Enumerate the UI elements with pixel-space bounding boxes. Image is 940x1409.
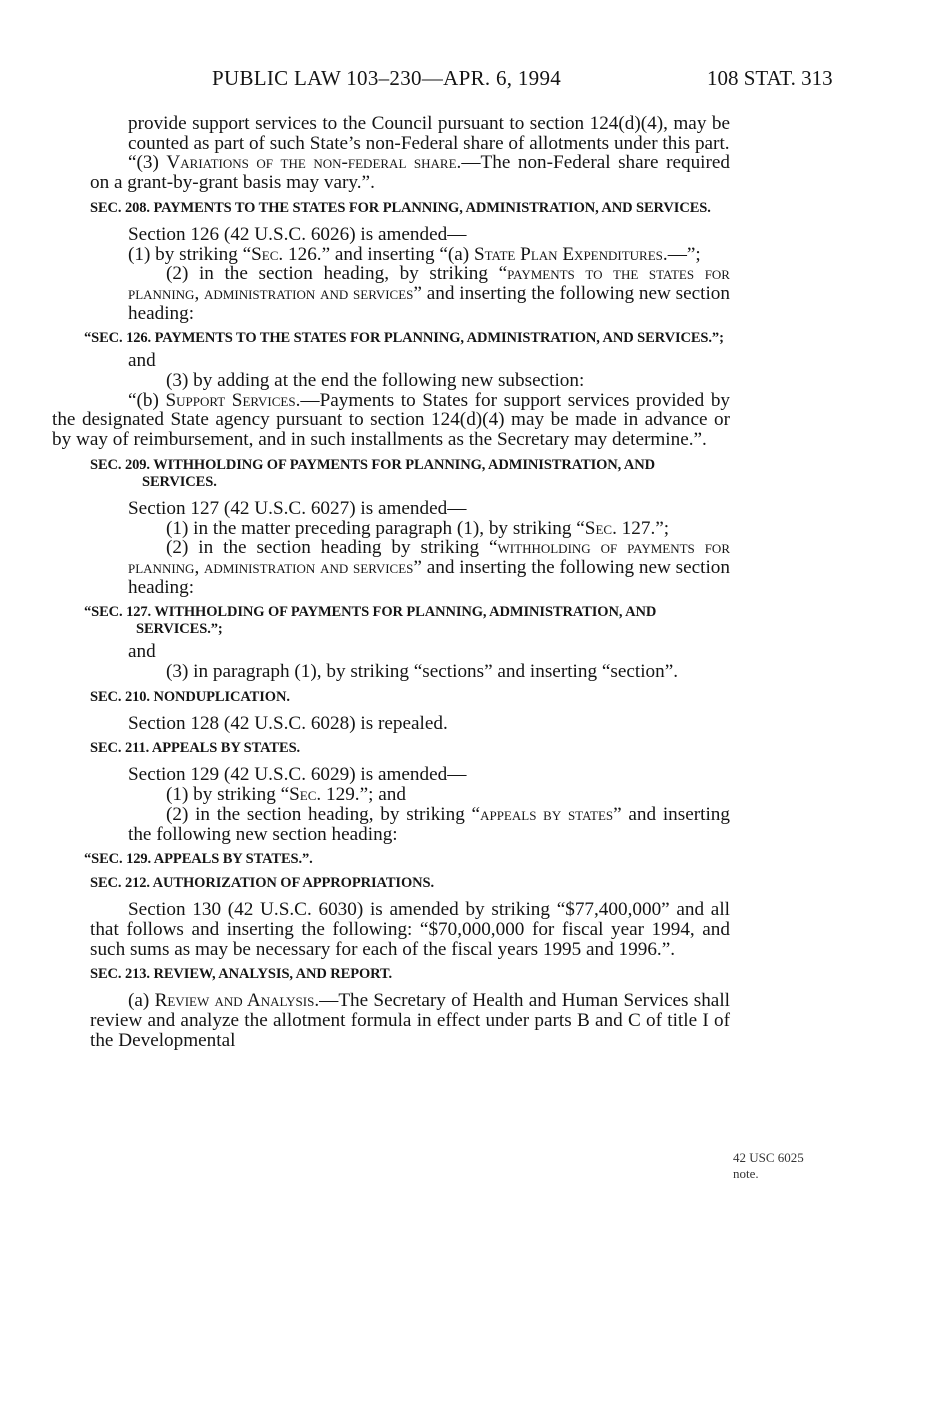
section-209-item-2: (2) in the section heading by striking “withholding of payments for planning, administration and services” and inserting the following new section heading: bbox=[128, 537, 730, 598]
section-211-item-1: (1) by striking “Sec. 129.”; and bbox=[166, 784, 406, 806]
section-208-item-2: (2) in the section heading, by striking “payments to the states for planning, administration and services” and inserting the following new section heading: bbox=[128, 263, 730, 324]
margin-note-line-1: 42 USC 6025 bbox=[733, 1150, 804, 1165]
document-body bbox=[52, 113, 731, 1051]
statute-page-number: 108 STAT. 313 bbox=[707, 66, 833, 90]
section-126-quoted-heading: “SEC. 126. PAYMENTS TO THE STATES FOR PLANNING, ADMINISTRATION, AND SERVICES.”; bbox=[84, 330, 724, 347]
section-209-item-1: (1) in the matter preceding paragraph (1), by striking “Sec. 127.”; bbox=[166, 517, 670, 539]
section-212-text: Section 130 (42 U.S.C. 6030) is amended by striking “$77,400,000” and all that follows and inserting the following: “$70,000,000 for fiscal year 1994, and such sums as may be necessary for each of the fiscal years 1995 and 1996.”. bbox=[90, 899, 730, 960]
section-210-text: Section 128 (42 U.S.C. 6028) is repealed. bbox=[128, 712, 448, 734]
section-211-item-2: (2) in the section heading, by striking “appeals by states” and inserting the following new section heading: bbox=[128, 803, 730, 845]
section-210-heading: SEC. 210. NONDUPLICATION. bbox=[90, 688, 290, 705]
page-header bbox=[0, 66, 940, 96]
section-209-intro: Section 127 (42 U.S.C. 6027) is amended— bbox=[128, 497, 467, 519]
section-212-heading: SEC. 212. AUTHORIZATION OF APPROPRIATIONS. bbox=[90, 875, 434, 892]
subsection-support-services: “(b) Support Services.—Payments to States for support services provided by the designated State agency pursuant to section 124(d)(4) may be made in advance or by way of reimbursement, and in such installments as the Secretary may determine.”. bbox=[52, 389, 731, 451]
section-213-review-and-analysis: (a) Review and Analysis.—The Secretary of Health and Human Services shall review and analyze the allotment formula in effect under parts B and C of title I of the Developmental bbox=[90, 990, 730, 1051]
paragraph-continuation: provide support services to the Council pursuant to section 124(d)(4), may be counted as part of such State’s non-Federal share of allotments under this part. bbox=[128, 113, 730, 154]
section-129-quoted-heading: “SEC. 129. APPEALS BY STATES.”. bbox=[84, 851, 313, 868]
section-208-intro: Section 126 (42 U.S.C. 6026) is amended— bbox=[128, 223, 467, 245]
margin-citation-note bbox=[733, 1150, 843, 1182]
section-209-heading: SEC. 209. WITHHOLDING OF PAYMENTS FOR PLANNING, ADMINISTRATION, AND SERVICES. bbox=[90, 456, 656, 490]
and-connector: and bbox=[128, 641, 156, 663]
section-208-heading: SEC. 208. PAYMENTS TO THE STATES FOR PLANNING, ADMINISTRATION, AND SERVICES. bbox=[90, 199, 711, 216]
section-213-heading: SEC. 213. REVIEW, ANALYSIS, AND REPORT. bbox=[90, 966, 393, 983]
and-connector: and bbox=[128, 350, 156, 372]
section-127-quoted-heading: “SEC. 127. WITHHOLDING OF PAYMENTS FOR PLANNING, ADMINISTRATION, AND SERVICES.”; bbox=[84, 604, 657, 638]
running-head-title: PUBLIC LAW 103–230—APR. 6, 1994 bbox=[212, 66, 562, 90]
section-211-intro: Section 129 (42 U.S.C. 6029) is amended— bbox=[128, 764, 467, 786]
margin-note-line-2: note. bbox=[733, 1166, 759, 1181]
section-211-heading: SEC. 211. APPEALS BY STATES. bbox=[90, 740, 301, 757]
section-208-item-3: (3) by adding at the end the following new subsection: bbox=[166, 370, 585, 392]
section-208-item-1: (1) by striking “Sec. 126.” and inserting “(a) State Plan Expenditures.—”; bbox=[128, 243, 701, 265]
section-209-item-3: (3) in paragraph (1), by striking “sections” and inserting “section”. bbox=[166, 661, 679, 683]
paragraph-variations: “(3) Variations of the non-federal share.—The non-Federal share required on a grant-by-grant basis may vary.”. bbox=[90, 152, 731, 194]
